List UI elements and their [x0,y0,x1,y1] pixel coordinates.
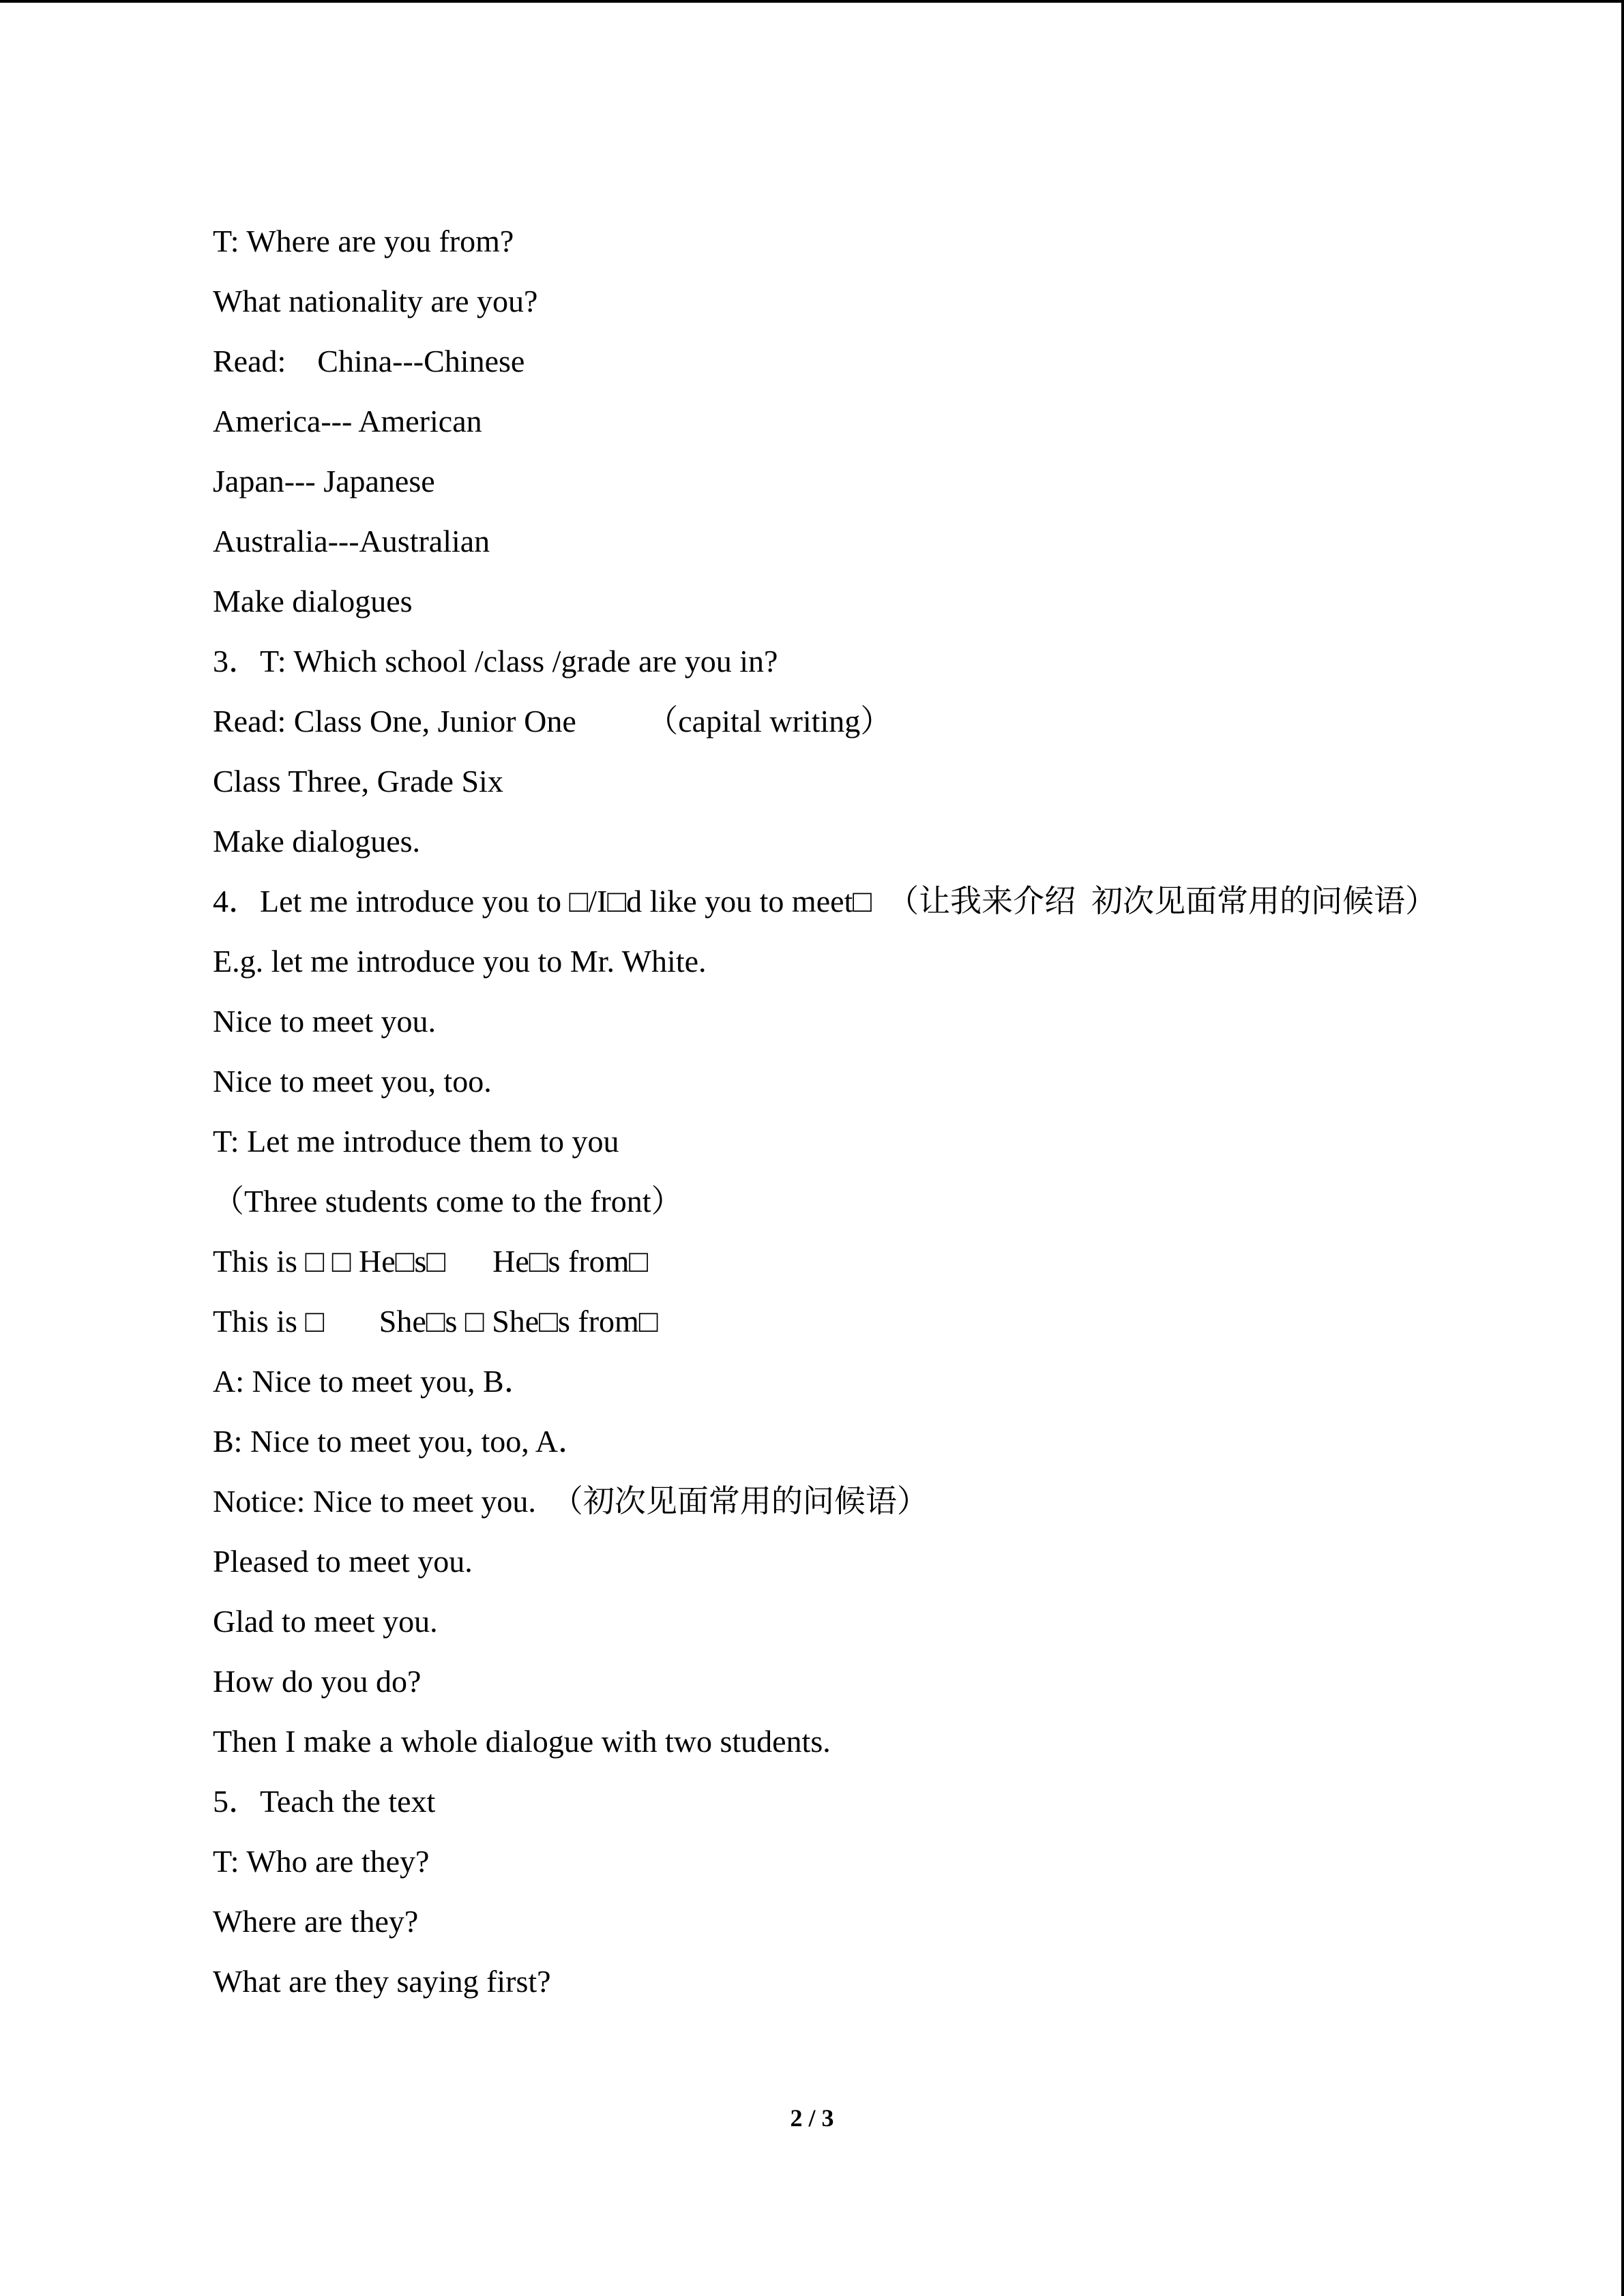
text-line: America--- American [213,404,482,438]
text-line: T: Who are they? [213,1844,430,1879]
text-line: What nationality are you? [213,284,538,318]
text-line: T: Where are you from? [213,224,514,258]
text-line: How do you do? [213,1664,422,1699]
document-body [213,211,1488,2012]
text-line: B: Nice to meet you, too, A． [213,1424,589,1459]
text-line: Japan--- Japanese [213,464,435,498]
text-line: 5．Teach the text [213,1784,436,1819]
text-line: E.g. let me introduce you to Mr. White. [213,944,707,979]
text-line: Nice to meet you, too. [213,1064,492,1099]
text-line: Then I make a whole dialogue with two students. [213,1724,831,1759]
text-line: Glad to meet you. [213,1604,438,1639]
text-line: This is □ □ He□s□ He□s from□ [213,1244,649,1279]
page-right-border [1621,0,1624,2296]
text-line: Make dialogues. [213,824,421,859]
text-line: Nice to meet you. [213,1004,437,1039]
text-line: This is □ She□s □ She□s from□ [213,1304,658,1339]
text-line: （Three students come to the front） [213,1184,683,1219]
text-line-wrapped: 4．Let me introduce you to □/I□d like you to meet□ （让我来介绍 初次见面常用的问候语） [213,884,1437,919]
text-line: What are they saying first? [213,1964,551,1999]
page-top-border [0,0,1624,3]
text-line: Read: Class One, Junior One （capital writing） [213,704,892,739]
text-line: A: Nice to meet you, B． [213,1364,535,1399]
text-line: Notice: Nice to meet you. （初次见面常用的问候语） [213,1484,928,1519]
text-line: Australia---Australian [213,524,490,558]
page-number: 2 / 3 [790,2104,834,2132]
text-line: Pleased to meet you. [213,1544,473,1579]
text-line: 3．T: Which school /class /grade are you in? [213,644,778,679]
text-line: T: Let me introduce them to you [213,1124,619,1159]
text-line: Make dialogues [213,584,413,618]
text-line: Where are they? [213,1904,419,1939]
text-line: Read: China---Chinese [213,344,525,378]
text-line: Class Three, Grade Six [213,764,503,799]
